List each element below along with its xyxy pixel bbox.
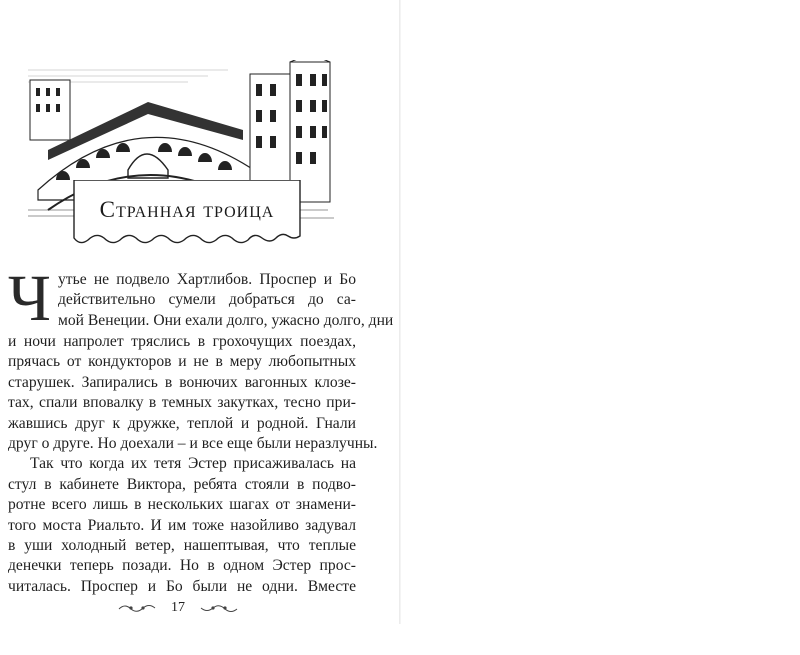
text-line: прячась от кондукторов и не в меру любопытных <box>8 353 356 371</box>
text-line: жавшись друг к дружке, теплой и родной. Гнали <box>8 414 356 432</box>
left-page-footer <box>108 598 248 618</box>
text-line: старушек. Запирались в вонючих вагонных клозе- <box>8 373 356 391</box>
text-line: читалась. Проспер и Бо были не одни. Вместе <box>8 577 356 595</box>
drop-cap: Ч <box>8 262 51 335</box>
left-page <box>0 0 400 624</box>
text-line: того моста Риальто. И им тоже назойливо задувал <box>8 516 356 534</box>
floral-ornament-icon <box>117 601 157 615</box>
page-number: 17 <box>171 600 185 615</box>
text-line: мой Венеции. Они ехали долго, ужасно долго, дни <box>58 311 394 329</box>
chapter-title: Странная троица <box>99 197 275 222</box>
text-line: утье не подвело Хартлибов. Проспер и Бо <box>58 271 356 288</box>
text-line: действительно сумели добраться до са- <box>58 291 356 309</box>
text-line: друг о друге. Но доехали – и все еще были неразлучны. <box>8 435 378 453</box>
text-line: стул в кабинете Виктора, ребята стояли в подво- <box>8 475 356 493</box>
floral-ornament-icon <box>199 601 239 615</box>
left-page-text <box>8 262 394 597</box>
first-paragraph-opening <box>8 262 394 335</box>
right-page <box>400 0 800 624</box>
text-line: тах, спали вповалку в темных закутках, тесно при- <box>8 394 356 412</box>
text-line: денечки теперь позади. Но в одном Эстер прос- <box>8 557 356 575</box>
text-line: ротне всего лишь в нескольких шагах от знамени- <box>8 496 356 514</box>
text-line: и ночи напролет тряслись в грохочущих поездах, <box>8 333 356 350</box>
text-line: Так что когда их тетя Эстер присаживалась на <box>30 455 356 473</box>
text-line: в уши холодный ветер, нашептывая, что теплые <box>8 537 356 555</box>
